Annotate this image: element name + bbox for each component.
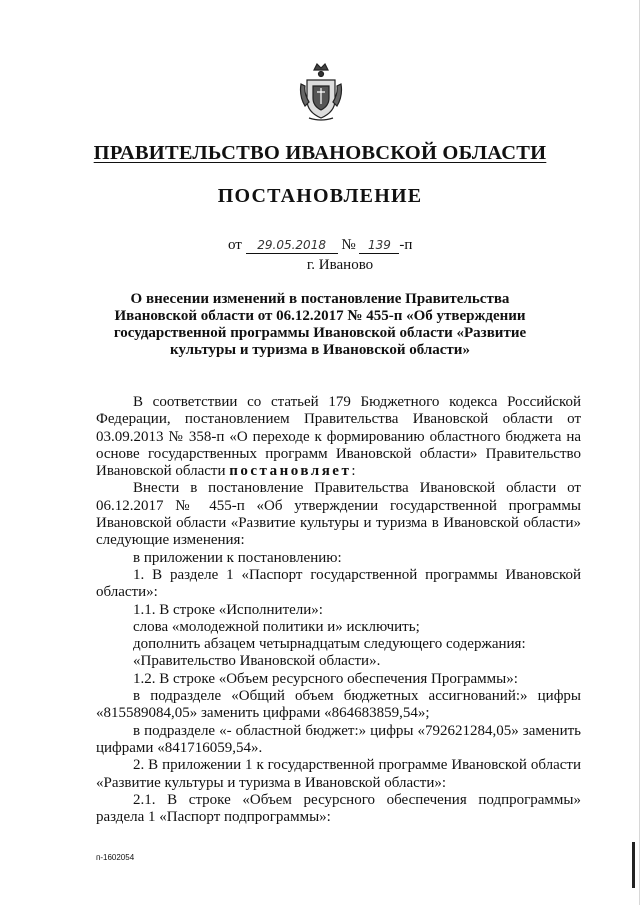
coat-of-arms-emblem [299,62,343,122]
document-body [96,394,581,826]
paragraph: В соответствии со статьей 179 Бюджетного кодекса Российской Федерации, постановлением Правительства Ивановской области от 03.09.2013 № 358-п «О переходе к формированию областного бюджета на основе государственных программ Ивановской области» Правительство Ивановской области постановляет: [96,394,581,480]
date-prefix: от [228,237,242,253]
date-number-line [228,237,412,254]
paragraph: 1.2. В строке «Объем ресурсного обеспечения Программы»: [133,670,518,687]
number-suffix: -п [399,237,413,253]
number-sign: № [341,237,356,253]
document-type: ПОСТАНОВЛЕНИЕ [217,185,423,207]
paragraph: 1.1. В строке «Исполнители»: [133,601,323,618]
paragraph: 2.1. В строке «Объем ресурсного обеспечения подпрограммы» раздела 1 «Паспорт подпрограммы»: [96,791,581,826]
government-name: ПРАВИТЕЛЬСТВО ИВАНОВСКОЙ ОБЛАСТИ [93,142,547,164]
paragraph: в приложении к постановлению: [133,549,342,566]
paragraph: 1. В разделе 1 «Паспорт государственной программы Ивановской области»: [96,566,581,601]
paragraph: «Правительство Ивановской области». [133,653,381,670]
paragraph: Внести в постановление Правительства Ивановской области от 06.12.2017 № 455-п «Об утверждении государственной программы Ивановской области «Развитие культуры и туризма в Ивановской области» следующие изменения: [96,480,581,549]
paragraph: 2. В приложении 1 к государственной программе Ивановской области «Развитие культуры и туризма в Ивановской области»: [96,757,581,791]
city: г. Иваново [306,257,374,273]
document-code: п-1602054 [96,853,135,862]
paragraph: дополнить абзацем четырнадцатым следующего содержания: [133,636,526,653]
paragraph: слова «молодежной политики и» исключить; [133,618,420,635]
paragraph: в подразделе «Общий объем бюджетных ассигнований:» цифры «815589084,05» заменить цифрами «864683859,54»; [96,688,581,722]
scan-margin-mark [632,842,635,888]
number-value: 139 [359,238,399,254]
paragraph: в подразделе «- областной бюджет:» цифры «792621284,05» заменить цифрами «841716059,54». [96,722,581,756]
document-title: О внесении изменений в постановление Правительства Ивановской области от 06.12.2017 № 455-п «Об утверждении государственной программы Ивановской области «Развитие культуры и туризма в Ивановской области» [113,291,527,358]
date-value: 29.05.2018 [246,238,338,254]
